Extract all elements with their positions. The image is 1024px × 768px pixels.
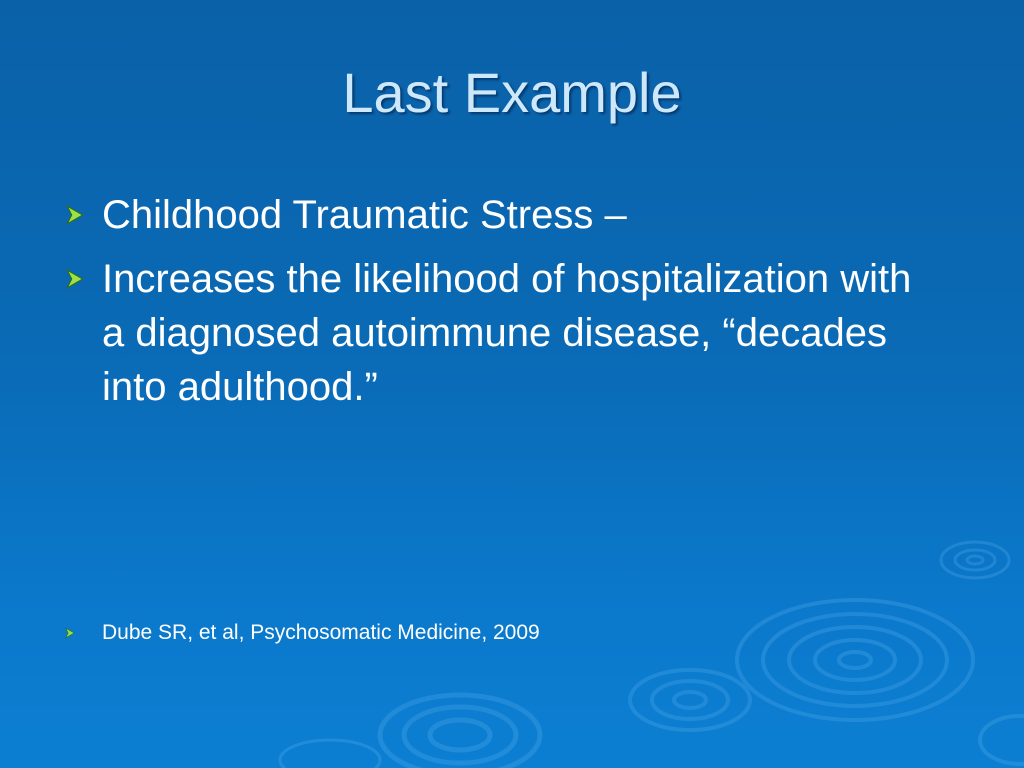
slide-title: Last Example <box>342 61 682 124</box>
bullet-item <box>60 252 940 414</box>
bullet-item <box>60 188 940 242</box>
bullet-list <box>60 188 940 424</box>
reference-list <box>60 618 760 648</box>
reference-item <box>60 618 760 648</box>
bullet-text: Childhood Traumatic Stress – <box>102 193 627 237</box>
reference-text: Dube SR, et al, Psychosomatic Medicine, 2009 <box>102 621 540 644</box>
bullet-text: Increases the likelihood of hospitalization with a diagnosed autoimmune disease, “decades into adulthood.” <box>102 257 912 409</box>
arrow-bullet-icon <box>64 204 86 226</box>
arrow-bullet-icon <box>64 627 76 639</box>
arrow-bullet-icon <box>64 268 86 290</box>
